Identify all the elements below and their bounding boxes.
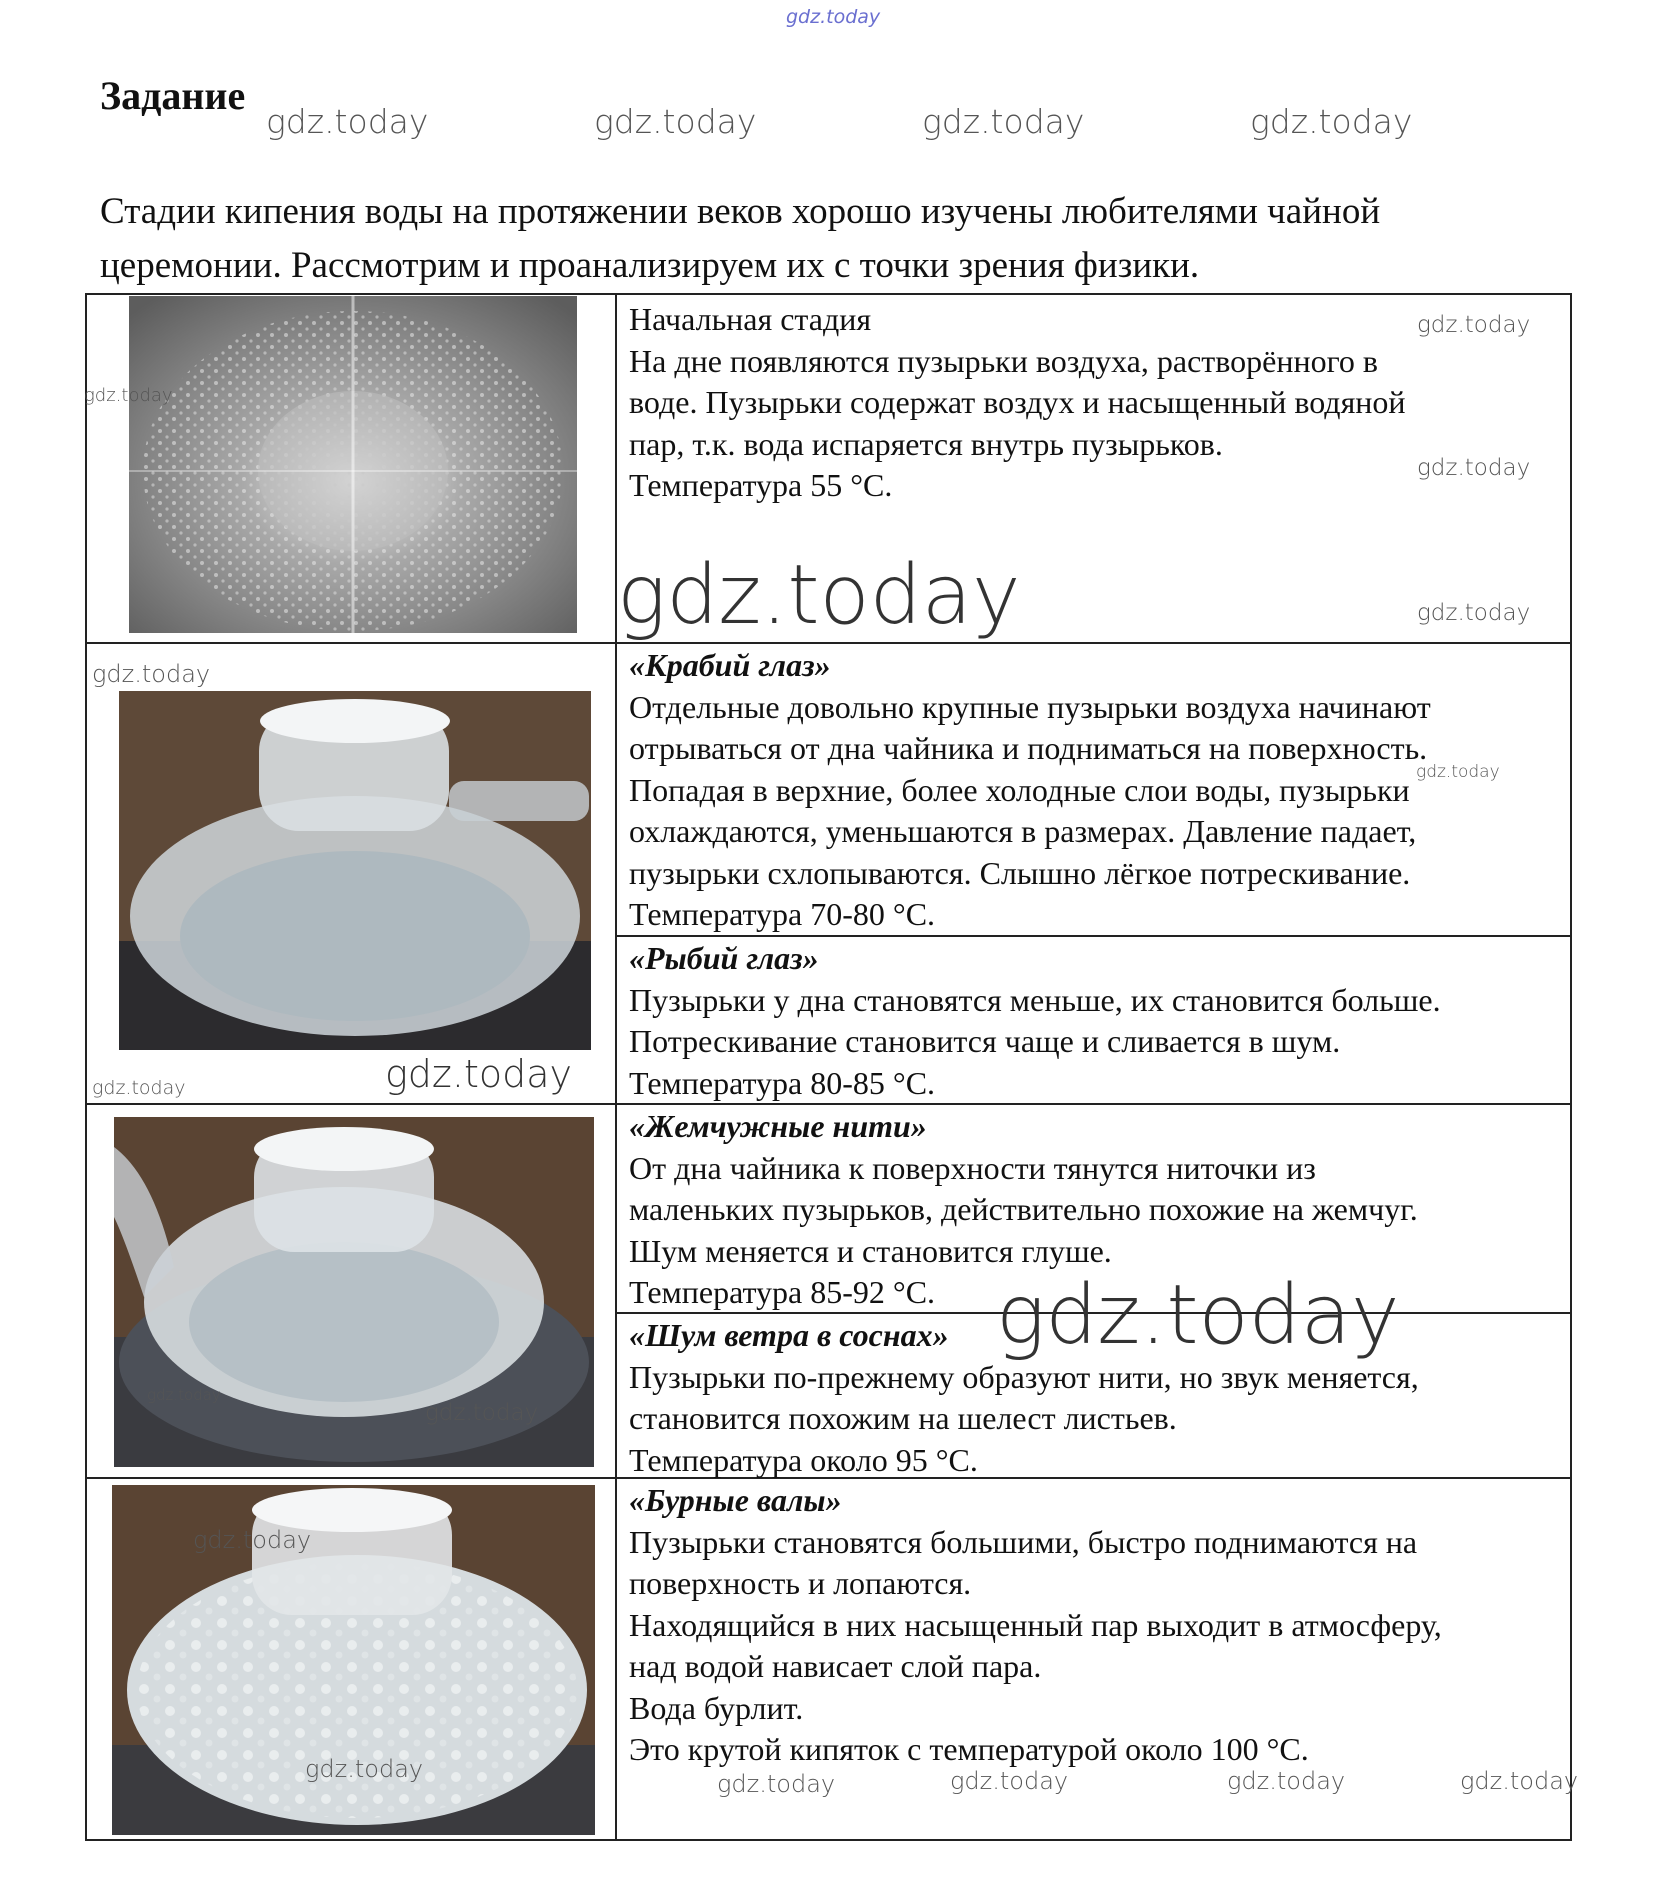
stage-text-line: поверхность и лопаются. <box>629 1565 972 1601</box>
stage-text-line: Это крутой кипяток с температурой около 100 °C. <box>629 1731 1309 1767</box>
watermark-top: gdz.today <box>786 6 881 28</box>
stage-text-line: Пузырьки у дна становятся меньше, их становится больше. <box>629 981 1441 1018</box>
stage-text-line: становится похожим на шелест листьев. <box>629 1400 1177 1436</box>
stage-text-line: над водой нависает слой пара. <box>629 1648 1042 1684</box>
watermark: gdz.today <box>950 1767 1069 1795</box>
watermark: gdz.today <box>305 1755 424 1783</box>
stage-text-line: Потрескивание становится чаще и сливается в шум. <box>629 1023 1341 1059</box>
stage-text-line: Температура 55 °C. <box>629 467 893 503</box>
stage-text-line: маленьких пузырьков, действительно похожие на жемчуг. <box>629 1191 1418 1227</box>
stage-title: «Рыбий глаз» <box>629 940 819 976</box>
stage-text-line: Находящийся в них насыщенный пар выходит в атмосферу, <box>629 1606 1442 1643</box>
teapot-photo <box>119 691 591 1050</box>
stage-text-line: Пузырьки становятся большими, быстро поднимаются на <box>629 1523 1418 1560</box>
stage-text-line: Температура 85-92 °C. <box>629 1274 936 1310</box>
stage-text-line: пар, т.к. вода испаряется внутрь пузырьков. <box>629 425 1223 462</box>
stage-text-line: Пузырьки по-прежнему образуют нити, но звук меняется, <box>629 1358 1419 1395</box>
stage-crab-eye <box>629 645 1564 936</box>
stage-text-line: Шум меняется и становится глуше. <box>629 1232 1112 1269</box>
watermark: gdz.today <box>385 1052 572 1096</box>
watermark: gdz.today <box>147 1386 221 1404</box>
watermark: gdz.today <box>922 102 1085 141</box>
watermark-large: gdz.today <box>617 548 1021 643</box>
column-divider <box>615 295 617 1839</box>
stage-title: «Шум ветра в соснах» <box>629 1317 949 1353</box>
stage-title: Начальная стадия <box>629 301 872 337</box>
watermark: gdz.today <box>1417 600 1531 626</box>
stage-text-line: Температура 70-80 °C. <box>629 896 936 932</box>
intro-paragraph <box>100 185 1580 293</box>
watermark: gdz.today <box>92 660 211 688</box>
stage-text-line: От дна чайника к поверхности тянутся ниточки из <box>629 1149 1316 1186</box>
watermark: gdz.today <box>1416 762 1500 782</box>
watermark: gdz.today <box>1417 455 1531 481</box>
stage-text-line: Отдельные довольно крупные пузырьки воздуха начинают <box>629 688 1431 725</box>
page-title: Задание <box>100 73 246 118</box>
watermark: gdz.today <box>1460 1767 1579 1795</box>
watermark: gdz.today <box>266 102 429 141</box>
watermark-large: gdz.today <box>996 1268 1400 1363</box>
stage-text-line: пузырьки схлопываются. Слышно лёгкое потрескивание. <box>629 854 1411 891</box>
watermark: gdz.today <box>1250 102 1413 141</box>
stage-text-line: Температура около 95 °C. <box>629 1441 978 1478</box>
intro-line: Стадии кипения воды на протяжении веков хорошо изучены любителями чайной <box>100 191 1381 232</box>
stage-text-line: Вода бурлит. <box>629 1689 804 1726</box>
boiling-stages-table <box>85 293 1572 1841</box>
stage-text-line: На дне появляются пузырьки воздуха, растворённого в <box>629 342 1379 379</box>
stage-fish-eye <box>629 938 1564 1104</box>
intro-line: церемонии. Рассмотрим и проанализируем их с точки зрения физики. <box>100 245 1200 286</box>
watermark: gdz.today <box>193 1526 312 1554</box>
watermark: gdz.today <box>594 102 757 141</box>
stage-text-line: воде. Пузырьки содержат воздух и насыщенный водяной <box>629 384 1406 420</box>
watermark: gdz.today <box>84 385 173 406</box>
stage-title: «Крабий глаз» <box>629 647 831 683</box>
stage-text-line: Попадая в верхние, более холодные слои воды, пузырьки <box>629 771 1410 808</box>
stage-title: «Жемчужные нити» <box>629 1108 927 1144</box>
stage-title: «Бурные валы» <box>629 1482 842 1518</box>
watermark: gdz.today <box>92 1077 186 1099</box>
stage-turbulent-waves <box>629 1480 1564 1771</box>
stage-text-line: охлаждаются, уменьшаются в размерах. Давление падает, <box>629 813 1417 849</box>
pot-bottom-photo <box>129 296 577 633</box>
watermark: gdz.today <box>425 1400 539 1426</box>
stage-text-line: Температура 80-85 °C. <box>629 1064 936 1101</box>
stage-text-line: отрываться от дна чайника и подниматься на поверхность. <box>629 730 1428 766</box>
watermark: gdz.today <box>717 1770 836 1798</box>
watermark: gdz.today <box>1227 1767 1346 1795</box>
watermark: gdz.today <box>1417 312 1531 338</box>
